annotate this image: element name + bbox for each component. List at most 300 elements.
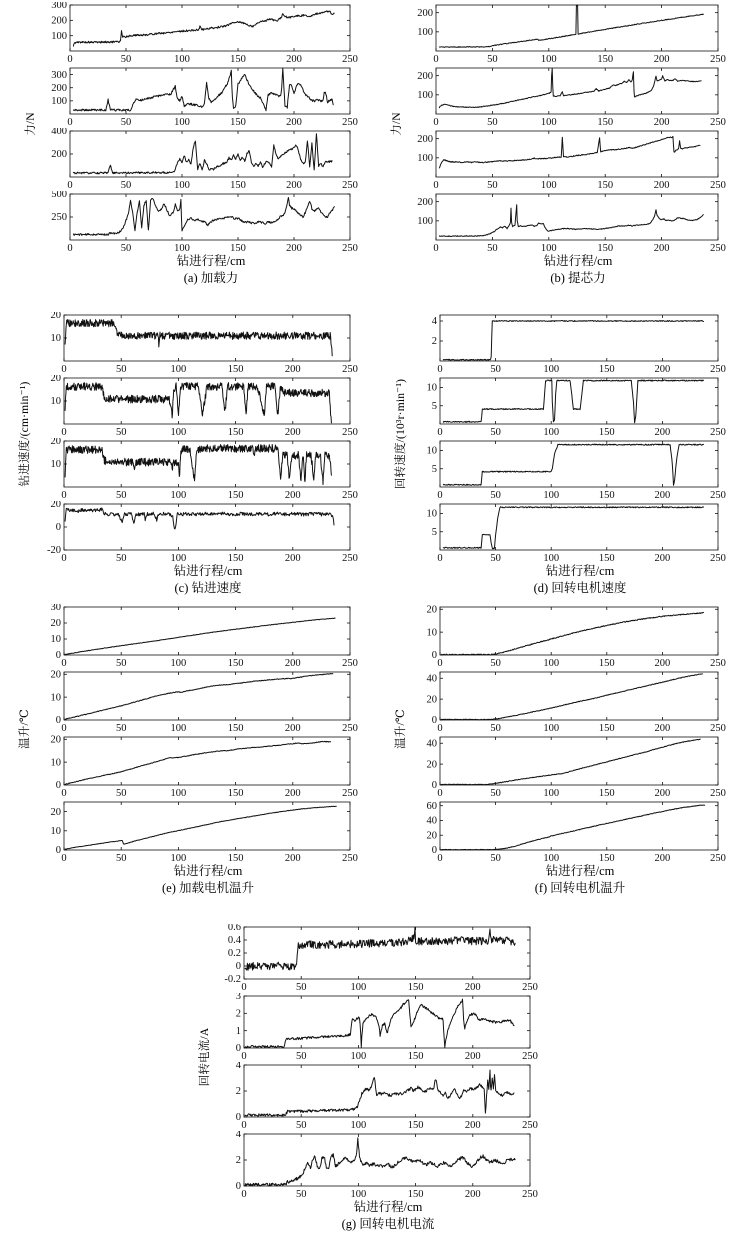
y-tick-label: 10 [50, 826, 61, 837]
x-tick-label: 0 [437, 553, 443, 564]
y-tick-label: 200 [51, 149, 67, 161]
x-tick-label: 250 [710, 553, 726, 564]
y-tick-label: 10 [426, 627, 437, 639]
y-tick-label: 0.6 [227, 924, 241, 934]
x-tick-label: 150 [407, 982, 424, 993]
x-tick-label: 150 [227, 490, 244, 501]
y-axis-label-text: 钻进速度/(cm·min⁻¹) [19, 381, 32, 487]
panel-f [388, 604, 728, 902]
x-tick-label: 50 [490, 490, 501, 501]
x-tick-label: 100 [350, 1120, 367, 1131]
y-tick-label: -20 [47, 545, 61, 557]
panel-d [388, 312, 728, 602]
subplot-b4 [406, 191, 728, 254]
x-tick-label: 100 [170, 427, 187, 438]
y-tick-label: 200 [417, 196, 433, 208]
x-tick-label: 100 [350, 982, 367, 993]
x-tick-label: 100 [174, 117, 190, 128]
x-tick-label: 250 [342, 658, 358, 669]
x-tick-label: 200 [286, 117, 302, 128]
data-series-line [65, 320, 332, 356]
y-tick-label: 4 [431, 316, 437, 328]
x-tick-label: 150 [227, 788, 244, 799]
y-tick-label: 10 [50, 757, 61, 769]
x-tick-label: 0 [61, 553, 67, 564]
y-tick-label: 20 [50, 312, 61, 322]
data-series-line [245, 1138, 515, 1186]
x-tick-label: 250 [710, 180, 726, 191]
x-tick-label: 250 [342, 427, 358, 438]
x-tick-label: 50 [115, 364, 127, 375]
y-tick-label: 100 [417, 153, 433, 165]
x-tick-label: 200 [284, 723, 301, 734]
y-tick-label: 10 [50, 333, 61, 345]
y-tick-label: 5 [431, 526, 437, 538]
x-tick-label: 100 [170, 364, 187, 375]
x-tick-label: 250 [342, 553, 358, 564]
subplot-c3 [34, 438, 360, 501]
data-series-line [439, 205, 703, 237]
x-tick-label: 200 [284, 788, 301, 799]
panel-a [18, 2, 360, 292]
x-axis-label: 钻进行程/cm [545, 864, 615, 878]
x-tick-label: 50 [487, 243, 498, 254]
y-axis-label-text: 力/N [391, 111, 404, 136]
data-series-line [441, 612, 703, 655]
x-tick-label: 50 [490, 658, 501, 669]
y-tick-label: 4 [235, 1062, 241, 1072]
y-tick-label: 4 [235, 1131, 241, 1141]
x-tick-label: 150 [598, 490, 615, 501]
y-tick-label: 20 [50, 618, 61, 630]
x-tick-label: 150 [227, 853, 244, 864]
y-tick-label: 0 [235, 1112, 241, 1124]
subplot-d4 [410, 501, 728, 564]
y-tick-label: 20 [50, 734, 61, 746]
x-tick-label: 100 [540, 117, 557, 128]
subplot-c4 [34, 501, 360, 564]
data-series-line [441, 674, 702, 720]
x-tick-label: 200 [284, 364, 301, 375]
y-axis-label [384, 2, 406, 292]
subplot-g3 [214, 1062, 540, 1131]
subplot-a4 [40, 191, 360, 254]
x-tick-label: 150 [598, 658, 615, 669]
axis-box [70, 68, 350, 114]
y-tick-label: 0 [55, 522, 61, 534]
x-tick-label: 200 [286, 243, 302, 254]
data-series-line [73, 134, 332, 174]
subplot-g1 [214, 924, 540, 993]
x-tick-label: 0 [241, 1189, 247, 1200]
x-tick-label: 100 [170, 658, 187, 669]
x-tick-label: 50 [490, 723, 501, 734]
y-tick-label: 0 [431, 715, 437, 727]
x-tick-label: 150 [227, 723, 244, 734]
x-tick-label: 200 [284, 490, 301, 501]
x-tick-label: 50 [120, 180, 132, 191]
x-tick-label: 250 [710, 427, 726, 438]
subplot-d1 [410, 312, 728, 375]
x-tick-label: 200 [654, 427, 671, 438]
x-tick-label: 0 [61, 658, 67, 669]
subplot-b3 [406, 128, 728, 191]
x-tick-label: 150 [598, 427, 615, 438]
panel-caption: (f) 回转电机温升 [534, 881, 626, 895]
data-series-line [65, 383, 331, 423]
x-tick-label: 150 [597, 54, 614, 65]
data-series-line [65, 674, 333, 720]
x-tick-label: 100 [543, 427, 560, 438]
y-axis-label [388, 312, 410, 602]
x-tick-label: 50 [120, 54, 132, 65]
x-axis-label: 钻进行程/cm [353, 1200, 423, 1214]
x-axis-label: 钻进行程/cm [176, 254, 246, 268]
subplot-c2 [34, 375, 360, 438]
x-tick-label: 200 [654, 658, 671, 669]
x-tick-label: 50 [295, 982, 307, 993]
x-tick-label: 0 [61, 788, 67, 799]
y-tick-label: 100 [417, 216, 433, 228]
x-tick-label: 250 [710, 243, 726, 254]
y-tick-label: 0 [431, 650, 437, 662]
data-series-line [73, 198, 334, 236]
x-tick-label: 150 [227, 364, 244, 375]
x-tick-label: 100 [543, 364, 560, 375]
x-tick-label: 50 [120, 243, 132, 254]
x-tick-label: 50 [490, 553, 501, 564]
y-axis-label [12, 604, 34, 902]
y-tick-label: 20 [50, 669, 61, 681]
x-tick-label: 100 [174, 243, 190, 254]
axis-box [440, 737, 718, 785]
y-tick-label: 0 [55, 650, 61, 662]
x-tick-label: 200 [284, 427, 301, 438]
x-tick-label: 0 [67, 180, 73, 191]
x-axis-label: 钻进行程/cm [173, 864, 243, 878]
y-tick-label: 200 [51, 15, 67, 27]
x-tick-label: 200 [286, 180, 302, 191]
axis-box [64, 504, 350, 550]
data-series-line [65, 445, 331, 485]
y-tick-label: 1 [235, 1025, 241, 1037]
y-tick-label: 0.4 [227, 935, 241, 947]
x-tick-label: 200 [654, 553, 671, 564]
x-tick-label: 0 [67, 117, 73, 128]
panel-caption: (b) 提芯力 [550, 271, 606, 285]
x-tick-label: 250 [342, 364, 358, 375]
x-tick-label: 150 [598, 853, 615, 864]
data-series-line [65, 741, 331, 784]
y-tick-label: 100 [417, 90, 433, 102]
y-tick-label: 100 [417, 27, 433, 39]
y-tick-label: 20 [426, 759, 437, 771]
x-tick-label: 150 [597, 243, 614, 254]
axis-box [244, 927, 530, 979]
y-tick-label: 200 [417, 133, 433, 145]
subplot-column [34, 312, 360, 602]
x-tick-label: 0 [437, 490, 443, 501]
panel-caption: (e) 加载电机温升 [162, 881, 254, 895]
subplot-e1 [34, 604, 360, 669]
y-tick-label: 10 [50, 634, 61, 646]
y-tick-label: 10 [50, 459, 61, 471]
x-tick-label: 200 [654, 364, 671, 375]
subplot-column [410, 312, 728, 602]
x-tick-label: 100 [543, 853, 560, 864]
x-tick-label: 150 [230, 54, 246, 65]
data-series-line [245, 1070, 514, 1116]
y-tick-label: 20 [50, 501, 61, 511]
subplot-f2 [410, 669, 728, 734]
data-series-line [65, 508, 334, 529]
x-tick-label: 50 [115, 427, 127, 438]
y-tick-label: 2 [235, 1086, 241, 1098]
x-tick-label: 250 [342, 853, 358, 864]
subplot-column [34, 604, 360, 902]
x-tick-label: 100 [170, 490, 187, 501]
y-tick-label: 300 [51, 69, 67, 81]
subplot-e2 [34, 669, 360, 734]
x-tick-label: 150 [407, 1189, 424, 1200]
x-tick-label: 250 [342, 243, 358, 254]
subplot-column [40, 2, 360, 292]
y-axis-label [192, 924, 214, 1240]
x-tick-label: 50 [490, 364, 501, 375]
x-axis-label: 钻进行程/cm [173, 564, 243, 578]
subplot-a2 [40, 65, 360, 128]
x-tick-label: 200 [653, 180, 670, 191]
x-tick-label: 100 [174, 54, 190, 65]
x-tick-label: 50 [115, 490, 127, 501]
subplot-g2 [214, 993, 540, 1062]
x-tick-label: 250 [342, 117, 358, 128]
x-tick-label: 250 [710, 658, 726, 669]
x-tick-label: 0 [61, 853, 67, 864]
subplot-column [214, 924, 540, 1240]
y-tick-label: 0 [235, 1043, 241, 1055]
y-tick-label: 0 [55, 780, 61, 792]
x-tick-label: 200 [654, 490, 671, 501]
x-tick-label: 200 [464, 1120, 481, 1131]
panel-caption: (g) 回转电机电流 [341, 1217, 435, 1231]
x-tick-label: 50 [295, 1120, 307, 1131]
x-tick-label: 0 [437, 788, 443, 799]
data-series-line [443, 444, 703, 485]
y-tick-label: 10 [426, 445, 437, 457]
y-tick-label: 30 [50, 604, 61, 614]
x-tick-label: 50 [490, 788, 501, 799]
data-series-line [73, 11, 334, 46]
x-tick-label: 250 [522, 1120, 538, 1131]
y-tick-label: 0 [235, 961, 241, 973]
x-tick-label: 0 [433, 117, 439, 128]
panel-caption: (d) 回转电机速度 [533, 581, 627, 595]
x-tick-label: 200 [653, 117, 670, 128]
y-tick-label: 10 [50, 396, 61, 408]
x-tick-label: 50 [115, 658, 127, 669]
x-axis-label: 钻进行程/cm [543, 254, 613, 268]
y-tick-label: 200 [417, 7, 433, 19]
x-tick-label: 100 [543, 553, 560, 564]
x-tick-label: 0 [437, 853, 443, 864]
y-tick-label: 3 [235, 993, 241, 1003]
y-tick-label: 10 [50, 692, 61, 704]
x-tick-label: 0 [433, 180, 439, 191]
axis-box [64, 672, 350, 720]
axis-box [436, 131, 718, 177]
y-axis-label-text: 力/N [25, 111, 38, 136]
x-tick-label: 250 [342, 490, 358, 501]
x-tick-label: 50 [295, 1051, 307, 1062]
y-axis-label [12, 312, 34, 602]
x-tick-label: 150 [598, 788, 615, 799]
y-tick-label: 200 [51, 82, 67, 94]
data-series-line [441, 805, 705, 850]
x-tick-label: 250 [710, 117, 726, 128]
x-tick-label: 200 [654, 723, 671, 734]
panel-g [192, 924, 540, 1240]
x-tick-label: 250 [710, 853, 726, 864]
y-tick-label: 20 [426, 694, 437, 706]
x-tick-label: 250 [710, 364, 726, 375]
x-tick-label: 50 [490, 427, 501, 438]
panel-caption: (a) 加载力 [183, 271, 239, 285]
x-tick-label: 250 [710, 788, 726, 799]
y-tick-label: 0 [235, 1181, 241, 1193]
x-tick-label: 250 [522, 1051, 538, 1062]
x-tick-label: 150 [230, 243, 246, 254]
x-tick-label: 50 [115, 723, 127, 734]
x-tick-label: 0 [241, 982, 247, 993]
x-tick-label: 0 [61, 490, 67, 501]
x-tick-label: 150 [598, 553, 615, 564]
y-tick-label: 0.2 [227, 948, 241, 960]
y-axis-label-text: 回转电流/A [199, 1027, 212, 1087]
x-tick-label: 100 [350, 1189, 367, 1200]
panel-c [12, 312, 360, 602]
y-tick-label: 0 [431, 845, 437, 857]
x-tick-label: 100 [170, 788, 187, 799]
y-tick-label: 400 [51, 128, 67, 138]
x-tick-label: 50 [295, 1189, 307, 1200]
x-tick-label: 0 [61, 427, 67, 438]
y-tick-label: 250 [51, 212, 67, 224]
x-tick-label: 0 [433, 54, 439, 65]
y-tick-label: 300 [51, 2, 67, 12]
x-tick-label: 100 [350, 1051, 367, 1062]
x-tick-label: 0 [437, 723, 443, 734]
y-tick-label: 5 [431, 463, 437, 475]
data-series-line [443, 380, 703, 423]
data-series-line [439, 136, 700, 168]
data-series-line [245, 999, 514, 1048]
x-tick-label: 150 [597, 117, 614, 128]
x-tick-label: 150 [227, 427, 244, 438]
y-tick-label: 40 [426, 815, 437, 827]
y-tick-label: 20 [50, 806, 61, 818]
data-series-line [439, 68, 701, 107]
x-tick-label: 150 [227, 553, 244, 564]
subplot-f4 [410, 799, 728, 864]
x-tick-label: 200 [653, 54, 670, 65]
x-tick-label: 200 [284, 658, 301, 669]
subplot-g4 [214, 1131, 540, 1200]
x-tick-label: 150 [230, 180, 246, 191]
x-tick-label: 150 [597, 180, 614, 191]
x-tick-label: 100 [543, 723, 560, 734]
subplot-d3 [410, 438, 728, 501]
x-tick-label: 200 [284, 853, 301, 864]
y-axis-label [388, 604, 410, 902]
y-tick-label: 100 [51, 30, 67, 42]
x-tick-label: 100 [543, 658, 560, 669]
x-tick-label: 0 [241, 1120, 247, 1131]
x-tick-label: 0 [437, 364, 443, 375]
y-tick-label: 5 [431, 400, 437, 412]
y-axis-label-text: 回转速度/(10³r·min⁻¹) [395, 378, 408, 489]
subplot-f3 [410, 734, 728, 799]
axis-box [436, 194, 718, 240]
x-tick-label: 0 [433, 243, 439, 254]
x-tick-label: 150 [230, 117, 246, 128]
x-tick-label: 250 [710, 490, 726, 501]
x-tick-label: 250 [522, 982, 538, 993]
y-tick-label: -0.2 [224, 974, 241, 986]
x-tick-label: 250 [342, 54, 358, 65]
y-tick-label: 20 [426, 604, 437, 616]
y-tick-label: 200 [417, 70, 433, 82]
y-tick-label: 2 [235, 1008, 241, 1020]
subplot-e3 [34, 734, 360, 799]
y-tick-label: 0 [431, 780, 437, 792]
x-tick-label: 250 [710, 54, 726, 65]
x-tick-label: 0 [67, 54, 73, 65]
subplot-b1 [406, 2, 728, 65]
data-series-line [441, 739, 700, 785]
axis-box [244, 996, 530, 1048]
y-tick-label: 2 [235, 1155, 241, 1167]
x-tick-label: 100 [543, 490, 560, 501]
x-tick-label: 50 [115, 788, 127, 799]
x-tick-label: 50 [115, 853, 127, 864]
x-tick-label: 200 [653, 243, 670, 254]
y-tick-label: 20 [50, 375, 61, 385]
x-tick-label: 100 [540, 243, 557, 254]
x-tick-label: 200 [464, 982, 481, 993]
x-tick-label: 0 [61, 364, 67, 375]
y-axis-label-text: 温升/℃ [19, 709, 32, 750]
panel-b [384, 2, 728, 292]
x-tick-label: 0 [437, 427, 443, 438]
y-tick-label: 40 [426, 673, 437, 685]
y-tick-label: 500 [51, 191, 67, 201]
data-series-line [443, 507, 703, 549]
x-tick-label: 150 [407, 1120, 424, 1131]
x-tick-label: 250 [342, 180, 358, 191]
subplot-b2 [406, 65, 728, 128]
x-tick-label: 50 [115, 553, 127, 564]
y-tick-label: 0 [55, 715, 61, 727]
x-tick-label: 150 [598, 723, 615, 734]
x-tick-label: 100 [540, 180, 557, 191]
subplot-a1 [40, 2, 360, 65]
x-tick-label: 100 [543, 788, 560, 799]
x-tick-label: 250 [522, 1189, 538, 1200]
y-tick-label: 10 [426, 382, 437, 394]
y-tick-label: 20 [426, 830, 437, 842]
y-tick-label: 20 [50, 438, 61, 448]
